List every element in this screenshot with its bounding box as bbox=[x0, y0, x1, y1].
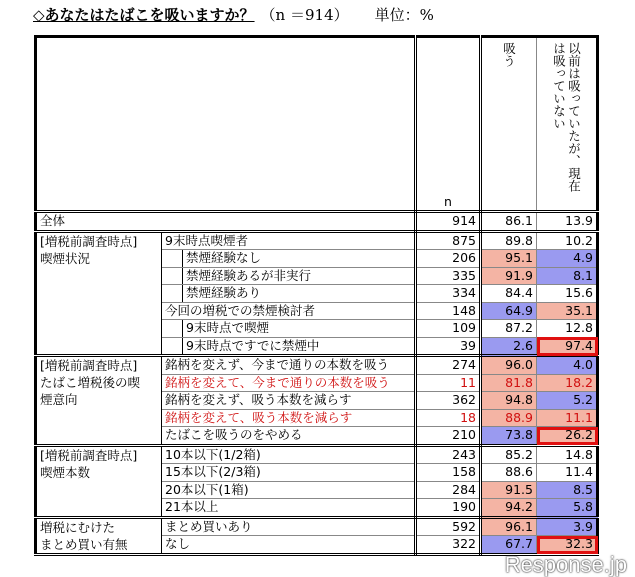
row-quit: 15.6 bbox=[537, 285, 598, 303]
group-label: [増税前調査時点] たばこ増税後の喫 煙意向 bbox=[36, 356, 162, 446]
row-smoke: 84.4 bbox=[481, 285, 537, 303]
row-label: まとめ買いあり bbox=[165, 518, 253, 534]
row-n: 362 bbox=[416, 392, 481, 410]
row-label: 禁煙経験なし bbox=[186, 250, 262, 266]
indent-line bbox=[162, 320, 183, 337]
row-label: 銘柄を変えず、今まで通りの本数を吸う bbox=[165, 357, 390, 373]
row-smoke: 81.8 bbox=[481, 374, 537, 392]
row-n: 18 bbox=[416, 409, 481, 427]
indent-line bbox=[162, 338, 183, 355]
row-smoke: 87.2 bbox=[481, 320, 537, 338]
row-n: 284 bbox=[416, 481, 481, 499]
row-label-cell bbox=[162, 250, 416, 268]
page-title bbox=[33, 4, 434, 25]
row-n: 158 bbox=[416, 464, 481, 482]
row-n: 335 bbox=[416, 267, 481, 285]
row-label: 9末時点で喫煙 bbox=[186, 320, 269, 336]
row-label: 銘柄を変えて、今まで通りの本数を吸う bbox=[165, 374, 390, 390]
row-smoke: 89.8 bbox=[481, 231, 537, 250]
row-n: 334 bbox=[416, 285, 481, 303]
table-row bbox=[36, 231, 598, 250]
row-label: 9末時点ですでに禁煙中 bbox=[186, 337, 320, 353]
row-n: 243 bbox=[416, 445, 481, 464]
row-label-cell bbox=[162, 517, 416, 536]
header-quit: 以前は吸っていたが、現在は吸っていない bbox=[551, 42, 582, 192]
row-quit: 8.1 bbox=[537, 267, 598, 285]
row-label: たばこを吸うのをやめる bbox=[165, 427, 303, 443]
row-label: 9末時点喫煙者 bbox=[165, 232, 248, 248]
row-quit: 18.2 bbox=[537, 374, 598, 392]
total-label: 全体 bbox=[36, 212, 416, 232]
watermark: Response.jp bbox=[504, 552, 627, 577]
unit-label: 単位：% bbox=[374, 6, 434, 24]
row-quit: 26.2 bbox=[537, 427, 598, 446]
row-n: 592 bbox=[416, 517, 481, 536]
row-label: 10本以下(1/2箱) bbox=[165, 446, 261, 462]
row-quit: 4.0 bbox=[537, 356, 598, 375]
row-label-cell bbox=[162, 285, 416, 303]
row-quit: 8.5 bbox=[537, 481, 598, 499]
row-label-cell bbox=[162, 302, 416, 320]
row-label: 21本以上 bbox=[165, 499, 219, 515]
row-quit: 3.9 bbox=[537, 517, 598, 536]
row-label-cell bbox=[162, 499, 416, 518]
row-smoke: 91.9 bbox=[481, 267, 537, 285]
row-smoke: 67.7 bbox=[481, 536, 537, 555]
row-label-cell bbox=[162, 356, 416, 375]
row-label-cell bbox=[162, 392, 416, 410]
row-quit: 11.1 bbox=[537, 409, 598, 427]
total-quit: 13.9 bbox=[537, 212, 598, 232]
row-label-cell bbox=[162, 427, 416, 446]
row-label: 禁煙経験あるが非実行 bbox=[186, 267, 312, 283]
row-smoke: 96.1 bbox=[481, 517, 537, 536]
group-label: [増税前調査時点] 喫煙本数 bbox=[36, 445, 162, 517]
row-smoke: 88.9 bbox=[481, 409, 537, 427]
row-smoke: 64.9 bbox=[481, 302, 537, 320]
row-smoke: 94.8 bbox=[481, 392, 537, 410]
table-row bbox=[36, 517, 598, 536]
row-n: 148 bbox=[416, 302, 481, 320]
row-n: 206 bbox=[416, 250, 481, 268]
row-quit: 14.8 bbox=[537, 445, 598, 464]
row-quit: 12.8 bbox=[537, 320, 598, 338]
row-quit: 10.2 bbox=[537, 231, 598, 250]
row-smoke: 2.6 bbox=[481, 337, 537, 356]
row-label-cell bbox=[162, 337, 416, 356]
header-smoke: 吸う bbox=[501, 42, 517, 67]
question-title: ◇あなたはたばこを吸いますか？ bbox=[33, 6, 255, 24]
row-quit: 35.1 bbox=[537, 302, 598, 320]
table-row bbox=[36, 356, 598, 375]
row-smoke: 95.1 bbox=[481, 250, 537, 268]
total-n: 914 bbox=[416, 212, 481, 232]
row-n: 190 bbox=[416, 499, 481, 518]
row-label: 20本以下(1箱) bbox=[165, 481, 249, 497]
row-label: 銘柄を変えず、吸う本数を減らす bbox=[165, 392, 352, 408]
row-n: 11 bbox=[416, 374, 481, 392]
row-quit: 5.2 bbox=[537, 392, 598, 410]
total-smoke: 86.1 bbox=[481, 212, 537, 232]
row-smoke: 88.6 bbox=[481, 464, 537, 482]
row-label-cell bbox=[162, 409, 416, 427]
row-smoke: 96.0 bbox=[481, 356, 537, 375]
row-label-cell bbox=[162, 445, 416, 464]
row-label-cell bbox=[162, 267, 416, 285]
sample-size: （n ＝914） bbox=[260, 6, 349, 24]
row-label-cell bbox=[162, 231, 416, 250]
row-quit: 5.8 bbox=[537, 499, 598, 518]
row-label-cell bbox=[162, 481, 416, 499]
row-label-cell bbox=[162, 320, 416, 338]
row-label-cell bbox=[162, 374, 416, 392]
row-quit: 4.9 bbox=[537, 250, 598, 268]
header-row bbox=[36, 37, 598, 212]
row-label: 今回の増税での禁煙検討者 bbox=[165, 302, 316, 318]
row-label: 15本以下(2/3箱) bbox=[165, 464, 261, 480]
total-row bbox=[36, 212, 598, 232]
row-n: 39 bbox=[416, 337, 481, 356]
row-n: 322 bbox=[416, 536, 481, 555]
row-n: 109 bbox=[416, 320, 481, 338]
indent-line bbox=[162, 285, 183, 302]
row-label-cell bbox=[162, 536, 416, 555]
row-quit: 97.4 bbox=[537, 337, 598, 356]
row-label-cell bbox=[162, 464, 416, 482]
row-smoke: 85.2 bbox=[481, 445, 537, 464]
row-quit: 11.4 bbox=[537, 464, 598, 482]
row-n: 210 bbox=[416, 427, 481, 446]
row-smoke: 91.5 bbox=[481, 481, 537, 499]
row-n: 274 bbox=[416, 356, 481, 375]
row-label: なし bbox=[165, 536, 191, 552]
row-n: 875 bbox=[416, 231, 481, 250]
group-label: 増税にむけた まとめ買い有無 bbox=[36, 517, 162, 554]
indent-line bbox=[162, 250, 183, 267]
indent-line bbox=[162, 268, 183, 285]
row-label: 禁煙経験あり bbox=[186, 285, 262, 301]
group-label: [増税前調査時点] 喫煙状況 bbox=[36, 231, 162, 356]
row-label: 銘柄を変えて、吸う本数を減らす bbox=[165, 409, 353, 425]
header-n: n bbox=[416, 37, 481, 212]
row-quit: 32.3 bbox=[537, 536, 598, 555]
table-row bbox=[36, 445, 598, 464]
row-smoke: 94.2 bbox=[481, 499, 537, 518]
row-smoke: 73.8 bbox=[481, 427, 537, 446]
results-table bbox=[34, 35, 599, 556]
